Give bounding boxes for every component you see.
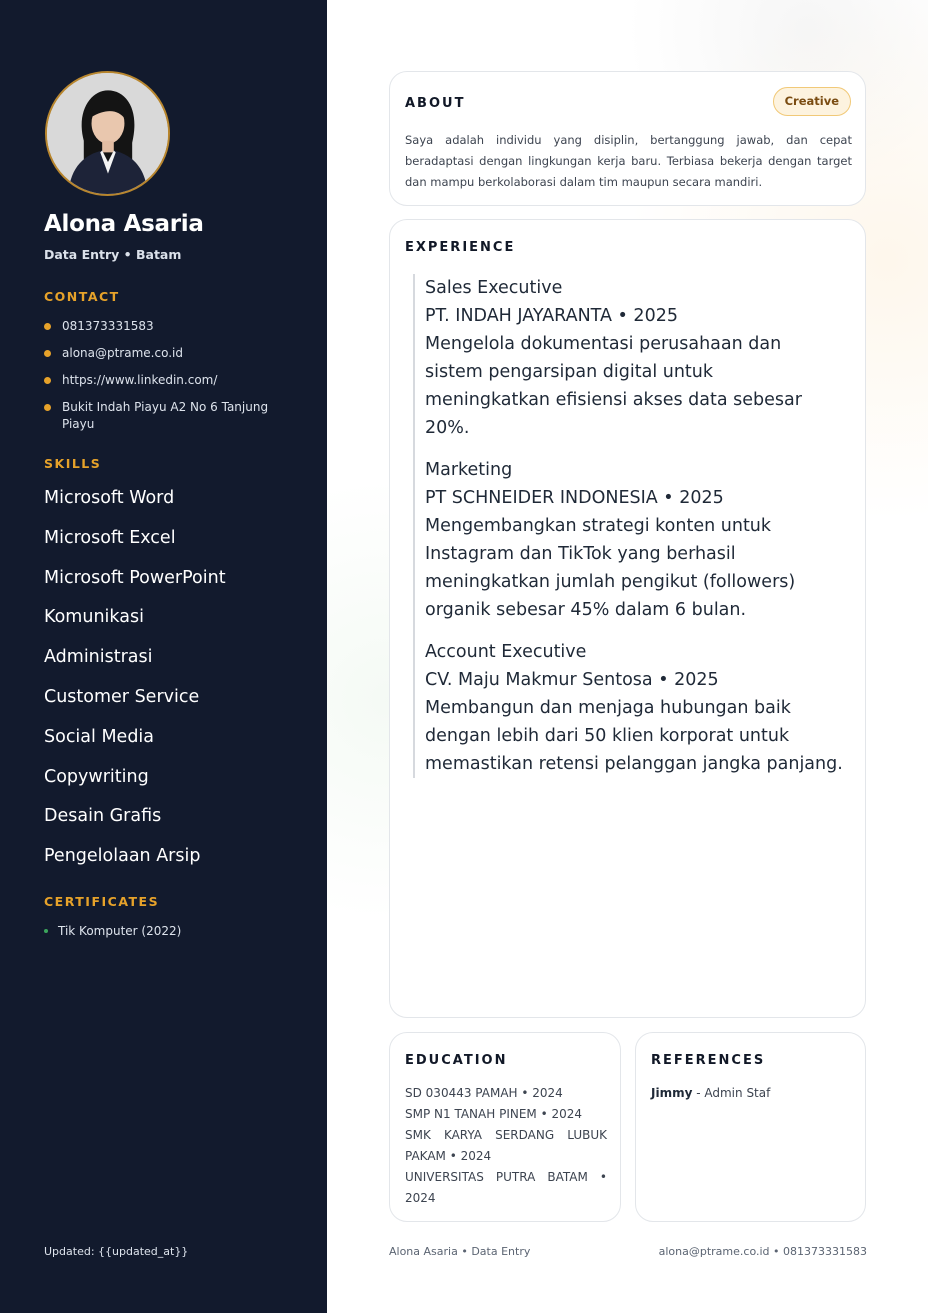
skill-item: Administrasi: [44, 647, 153, 668]
about-title: ABOUT: [405, 96, 466, 111]
creative-badge: Creative: [773, 87, 851, 116]
skill-item: Microsoft Excel: [44, 527, 176, 548]
contact-email[interactable]: [44, 345, 284, 362]
reference-entry: [651, 1083, 770, 1104]
education-item: SMK KARYA SERDANG LUBUK PAKAM • 2024: [405, 1128, 607, 1163]
profile-photo: [45, 71, 170, 196]
skill-item: Microsoft Word: [44, 488, 175, 508]
contact-address-text: Bukit Indah Piayu A2 No 6 Tanjung Piayu: [62, 400, 269, 431]
contact-phone-text: 081373331583: [62, 319, 154, 333]
experience-card: [389, 219, 866, 1018]
experience-position: Account Executive: [425, 642, 587, 662]
candidate-name: Alona Asaria: [44, 211, 204, 237]
certificates-list: [44, 922, 181, 940]
sidebar: [0, 0, 327, 1313]
education-title: EDUCATION: [405, 1053, 508, 1068]
certificate-text: Tik Komputer (2022): [58, 924, 182, 938]
bullet-icon: [44, 929, 48, 933]
bullet-icon: [44, 404, 51, 411]
contact-linkedin[interactable]: [44, 372, 284, 389]
education-item: SD 030443 PAMAH • 2024: [405, 1086, 563, 1100]
skill-item: Customer Service: [44, 686, 200, 707]
reference-name: Jimmy: [651, 1086, 693, 1100]
bullet-icon: [44, 323, 51, 330]
experience-description: Mengembangkan strategi konten untuk Instagram dan TikTok yang berhasil meningkatkan jumlah pengikut (followers) organik sebesar 45% dalam 6 bulan.: [425, 516, 796, 620]
candidate-role: Data Entry • Batam: [44, 247, 182, 262]
contact-heading: CONTACT: [44, 289, 120, 304]
skill-item: Pengelolaan Arsip: [44, 846, 201, 867]
skill-item: Social Media: [44, 726, 155, 747]
profile-photo-illustration: [47, 73, 168, 194]
about-card: [389, 71, 866, 206]
contact-email-text: alona@ptrame.co.id: [62, 346, 183, 360]
experience-title: EXPERIENCE: [405, 240, 516, 255]
skill-item: Komunikasi: [44, 607, 144, 628]
experience-description: Mengelola dokumentasi perusahaan dan sistem pengarsipan digital untuk meningkatkan efisiensi akses data sebesar 20%.: [425, 334, 802, 438]
skill-item: Desain Grafis: [44, 806, 162, 827]
experience-list: [413, 274, 843, 778]
contact-list: [44, 318, 284, 443]
certificate-item: [44, 922, 181, 940]
skills-heading: SKILLS: [44, 456, 102, 471]
updated-timestamp: Updated: {{updated_at}}: [44, 1245, 189, 1258]
bullet-icon: [44, 350, 51, 357]
skill-item: Microsoft PowerPoint: [44, 567, 226, 588]
experience-company: CV. Maju Makmur Sentosa • 2025: [425, 670, 719, 690]
experience-item: [425, 456, 843, 624]
education-item: UNIVERSITAS PUTRA BATAM • 2024: [405, 1170, 607, 1205]
skill-item: Copywriting: [44, 766, 149, 787]
bullet-icon: [44, 377, 51, 384]
reference-detail: - Admin Staf: [692, 1086, 771, 1100]
footer-left: Alona Asaria • Data Entry: [389, 1245, 531, 1258]
contact-phone: [44, 318, 284, 335]
education-item: SMP N1 TANAH PINEM • 2024: [405, 1107, 583, 1121]
footer-right: alona@ptrame.co.id • 081373331583: [658, 1245, 867, 1258]
experience-company: PT. INDAH JAYARANTA • 2025: [425, 306, 678, 326]
experience-position: Sales Executive: [425, 278, 563, 298]
experience-item: [425, 638, 843, 778]
contact-address: [44, 399, 284, 433]
experience-company: PT SCHNEIDER INDONESIA • 2025: [425, 488, 724, 508]
certificates-heading: CERTIFICATES: [44, 894, 160, 909]
references-title: REFERENCES: [651, 1053, 766, 1068]
education-list: [405, 1083, 607, 1209]
skills-list: [44, 485, 226, 883]
experience-description: Membangun dan menjaga hubungan baik dengan lebih dari 50 klien korporat untuk memastikan retensi pelanggan jangka panjang.: [425, 698, 843, 774]
about-text: Saya adalah individu yang disiplin, bertanggung jawab, dan cepat beradaptasi dengan lingkungan kerja baru. Terbiasa bekerja dengan target dan mampu berkolaborasi dalam tim maupun secara mandiri.: [405, 133, 852, 189]
education-card: [389, 1032, 621, 1222]
experience-item: [425, 274, 843, 442]
references-card: [635, 1032, 866, 1222]
contact-linkedin-text: https://www.linkedin.com/: [62, 373, 218, 387]
experience-position: Marketing: [425, 460, 513, 480]
